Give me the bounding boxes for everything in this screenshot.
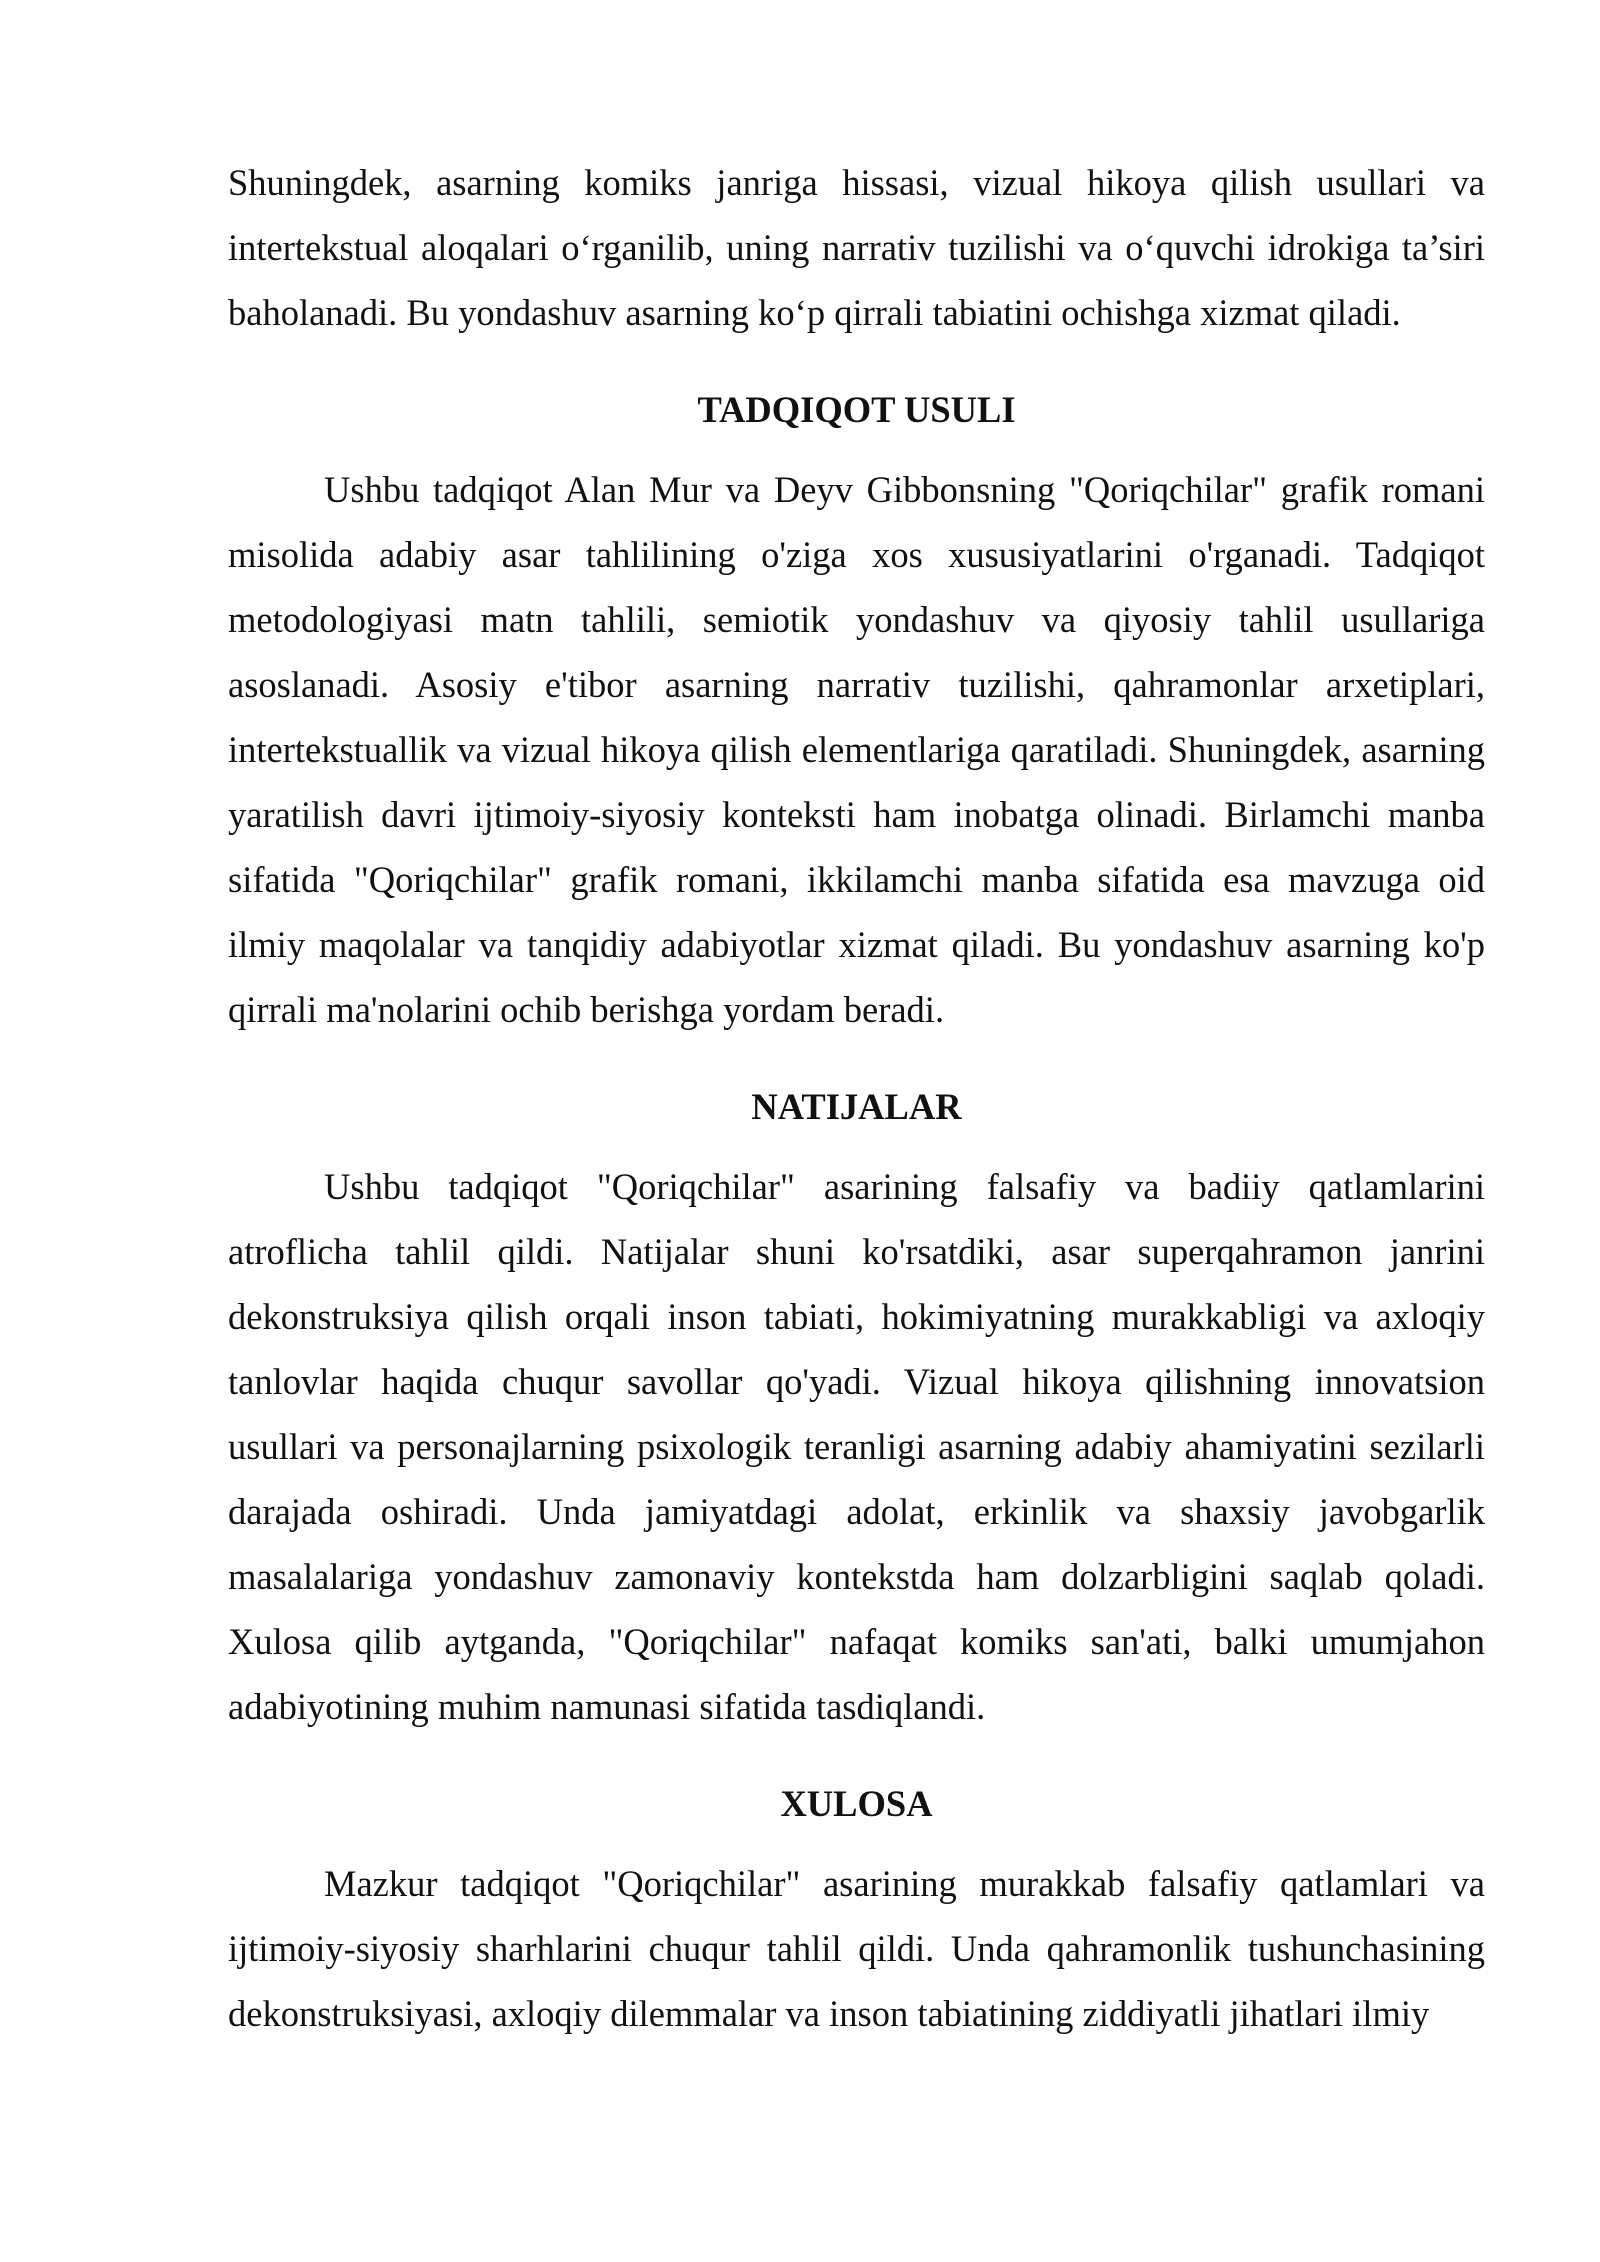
document-page [228,150,1485,2046]
method-heading: TADQIQOT USULI [697,389,1016,430]
intro-paragraph: Shuningdek, asarning komiks janriga hissasi, vizual hikoya qilish usullari va intertekstual aloqalari o‘rganilib, uning narrativ tuzilishi va o‘quvchi idrokiga ta’siri baholanadi. Bu yondashuv asarning ko‘p qirrali tabiatini ochishga xizmat qiladi. [228,162,1485,333]
conclusion-heading: XULOSA [780,1783,933,1824]
results-paragraph: Ushbu tadqiqot "Qoriqchilar" asarining falsafiy va badiiy qatlamlarini atroflicha tahlil qildi. Natijalar shuni ko'rsatdiki, asar superqahramon janrini dekonstruksiya qilish orqali inson tabiati, hokimiyatning murakkabligi va axloqiy tanlovlar haqida chuqur savollar qo'yadi. Vizual hikoya qilishning innovatsion usullari va personajlarning psixologik teranligi asarning adabiy ahamiyatini sezilarli darajada oshiradi. Unda jamiyatdagi adolat, erkinlik va shaxsiy javobgarlik masalalariga yondashuv zamonaviy kontekstda ham dolzarbligini saqlab qoladi. Xulosa qilib aytganda, "Qoriqchilar" nafaqat komiks san'ati, balki umumjahon adabiyotining muhim namunasi sifatida tasdiqlandi. [228,1166,1485,1727]
conclusion-paragraph: Mazkur tadqiqot "Qoriqchilar" asarining murakkab falsafiy qatlamlari va ijtimoiy-siyosiy sharhlarini chuqur tahlil qildi. Unda qahramonlik tushunchasining dekonstruksiyasi, axloqiy dilemmalar va inson tabiatining ziddiyatli jihatlari ilmiy [228,1863,1485,2034]
method-paragraph: Ushbu tadqiqot Alan Mur va Deyv Gibbonsning "Qoriqchilar" grafik romani misolida adabiy asar tahlilining o'ziga xos xususiyatlarini o'rganadi. Tadqiqot metodologiyasi matn tahlili, semiotik yondashuv va qiyosiy tahlil usullariga asoslanadi. Asosiy e'tibor asarning narrativ tuzilishi, qahramonlar arxetiplari, intertekstuallik va vizual hikoya qilish elementlariga qaratiladi. Shuningdek, asarning yaratilish davri ijtimoiy-siyosiy konteksti ham inobatga olinadi. Birlamchi manba sifatida "Qoriqchilar" grafik romani, ikkilamchi manba sifatida esa mavzuga oid ilmiy maqolalar va tanqidiy adabiyotlar xizmat qiladi. Bu yondashuv asarning ko'p qirrali ma'nolarini ochib berishga yordam beradi. [228,469,1485,1030]
results-heading: NATIJALAR [751,1086,962,1127]
